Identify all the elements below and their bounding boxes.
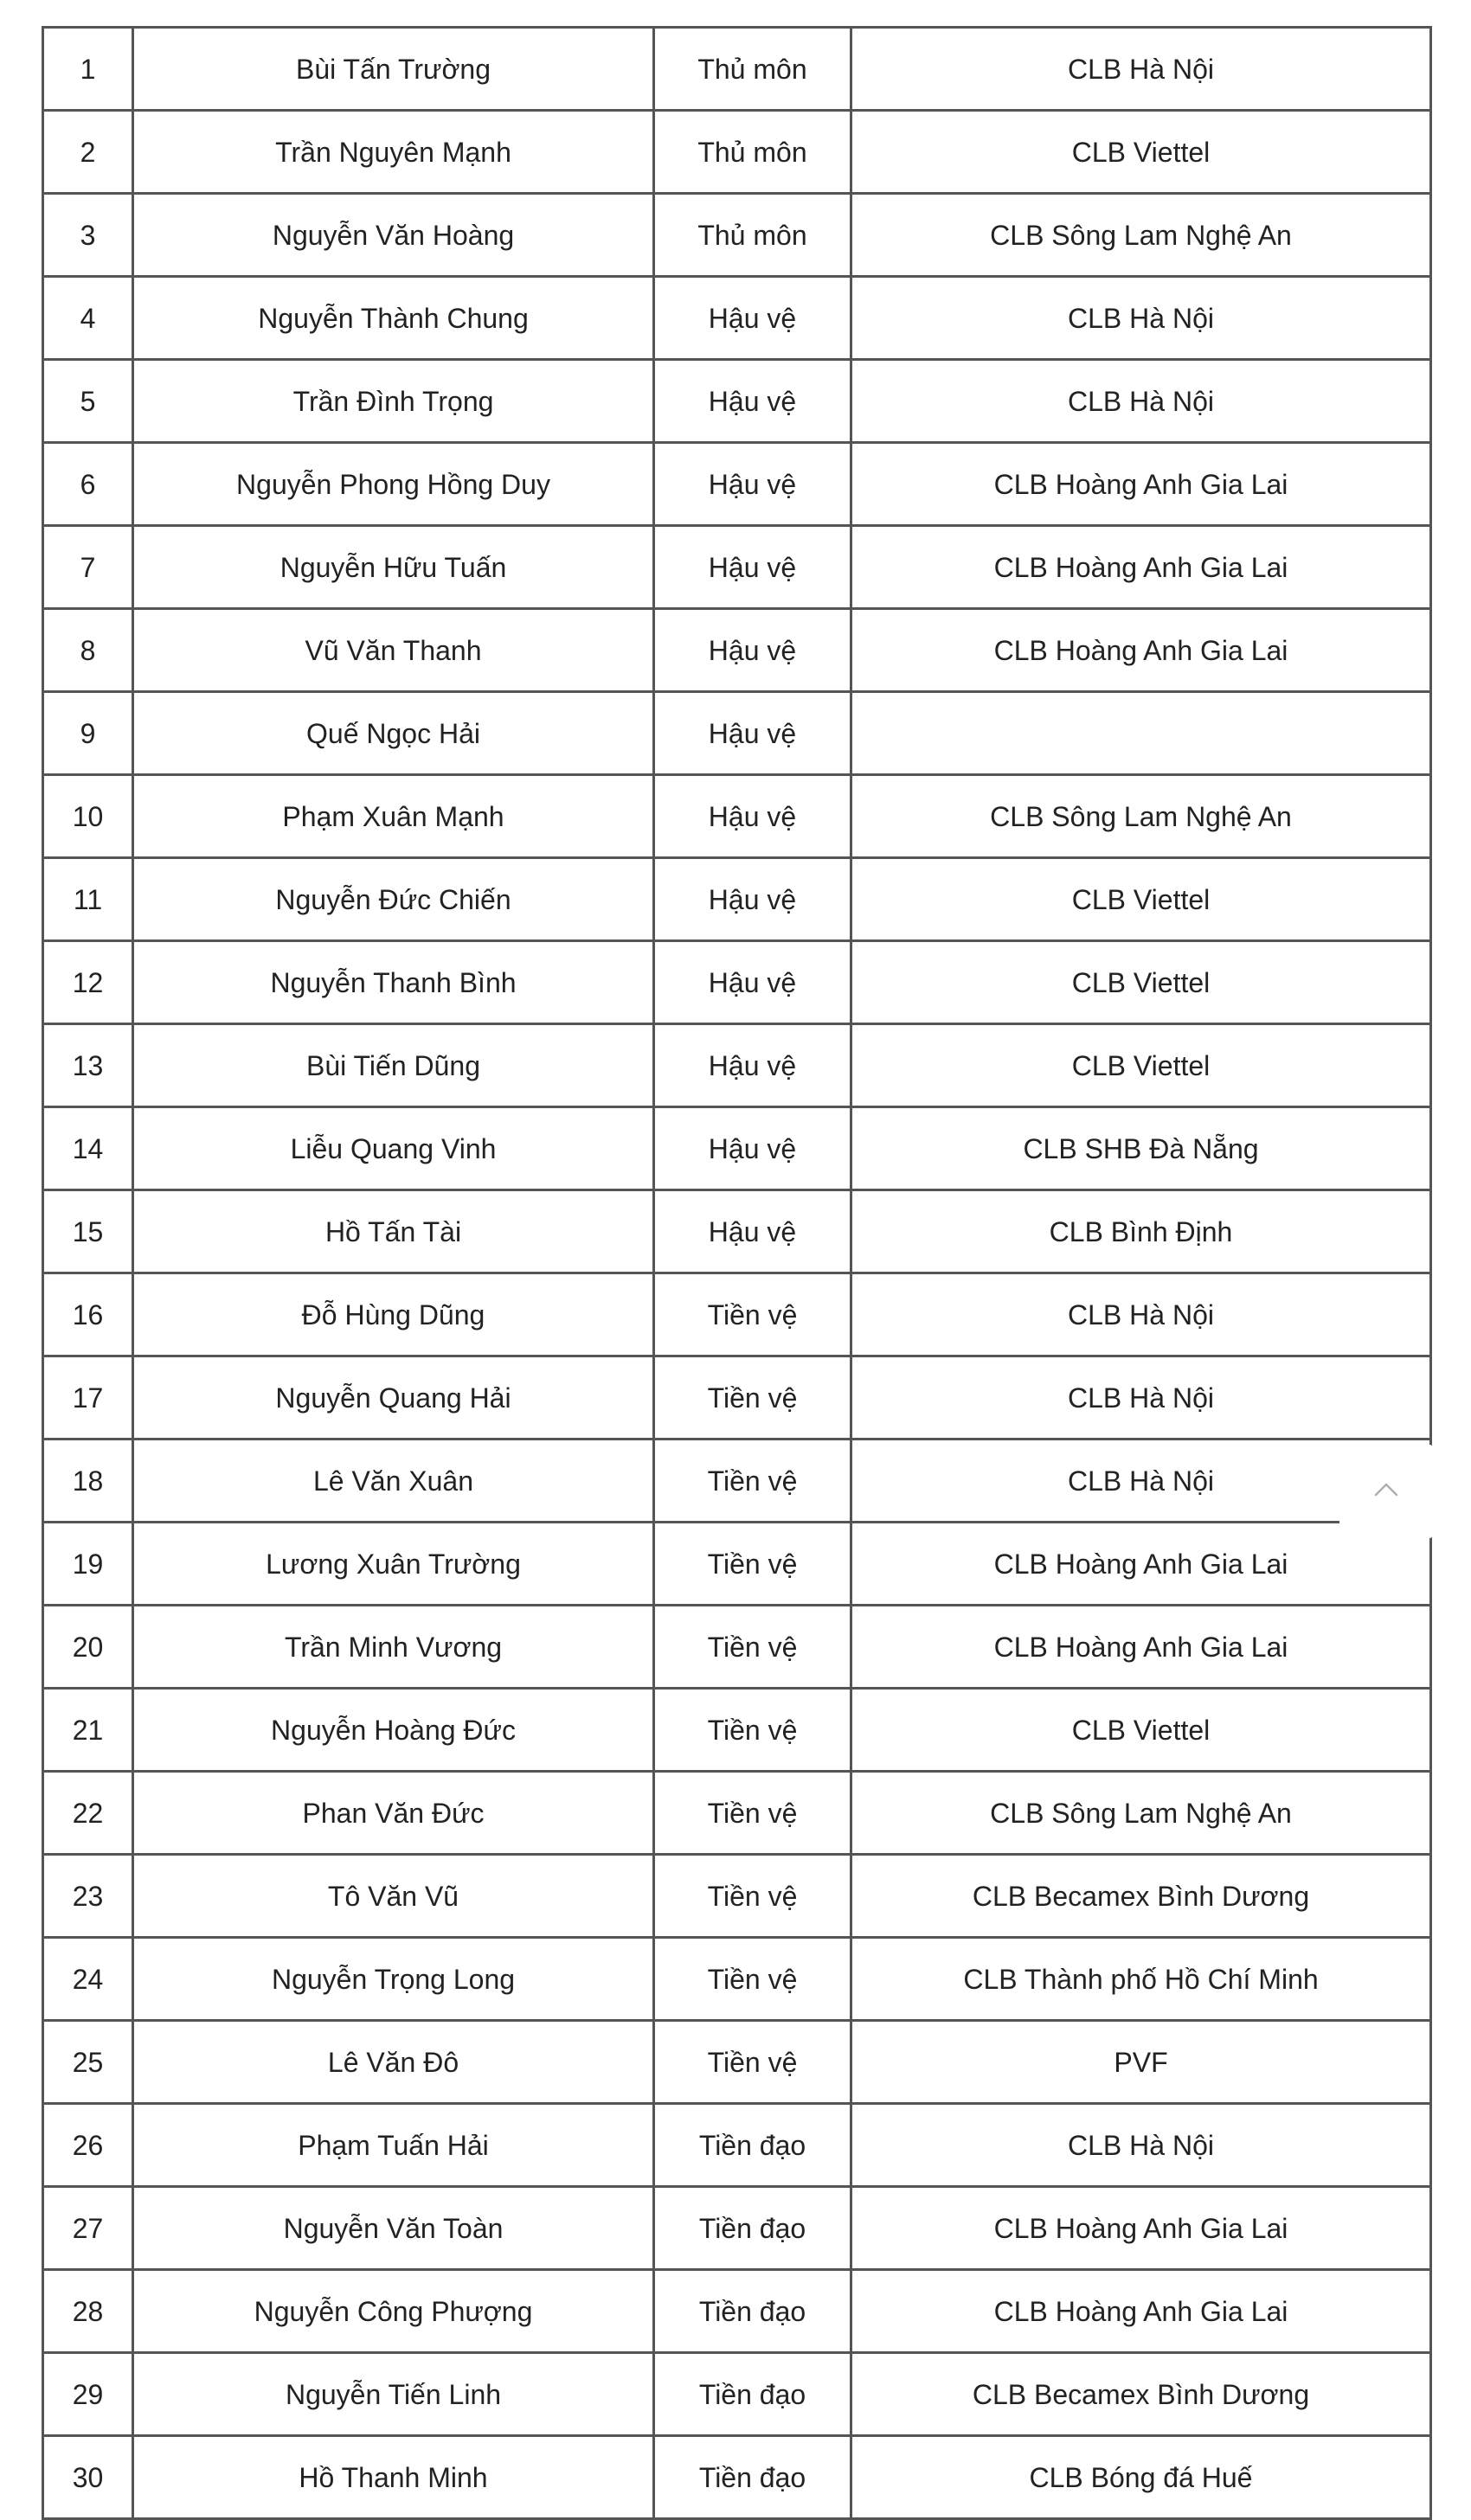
player-number-cell: 9: [43, 692, 133, 775]
player-position-cell: Hậu vệ: [654, 858, 851, 941]
player-number-cell: 28: [43, 2270, 133, 2353]
player-club-cell: CLB Viettel: [851, 1024, 1431, 1107]
table-row: [43, 1107, 1431, 1190]
player-club-cell: CLB Hoàng Anh Gia Lai: [851, 2187, 1431, 2270]
roster-body: [43, 28, 1431, 2519]
player-position-cell: Hậu vệ: [654, 526, 851, 609]
player-name-cell: Lương Xuân Trường: [133, 1523, 654, 1606]
player-name-cell: Nguyễn Thành Chung: [133, 277, 654, 360]
player-position-cell: Tiền vệ: [654, 1356, 851, 1440]
table-row: [43, 1024, 1431, 1107]
player-number-cell: 16: [43, 1273, 133, 1356]
player-number-cell: 21: [43, 1689, 133, 1772]
player-name-cell: Hồ Tấn Tài: [133, 1190, 654, 1273]
player-club-cell: CLB Hà Nội: [851, 28, 1431, 111]
player-club-cell: CLB Hà Nội: [851, 1273, 1431, 1356]
player-number-cell: 22: [43, 1772, 133, 1855]
scroll-to-top-button[interactable]: [1339, 1445, 1433, 1538]
player-name-cell: Nguyễn Phong Hồng Duy: [133, 443, 654, 526]
player-position-cell: Hậu vệ: [654, 941, 851, 1024]
player-position-cell: Hậu vệ: [654, 277, 851, 360]
player-number-cell: 30: [43, 2436, 133, 2519]
player-number-cell: 12: [43, 941, 133, 1024]
player-name-cell: Nguyễn Trọng Long: [133, 1938, 654, 2021]
table-row: [43, 111, 1431, 194]
player-position-cell: Tiền vệ: [654, 1938, 851, 2021]
player-name-cell: Phan Văn Đức: [133, 1772, 654, 1855]
player-position-cell: Tiền vệ: [654, 1606, 851, 1689]
player-number-cell: 14: [43, 1107, 133, 1190]
table-row: [43, 609, 1431, 692]
player-position-cell: Thủ môn: [654, 111, 851, 194]
player-position-cell: Hậu vệ: [654, 692, 851, 775]
player-number-cell: 2: [43, 111, 133, 194]
player-name-cell: Vũ Văn Thanh: [133, 609, 654, 692]
player-number-cell: 29: [43, 2353, 133, 2436]
player-name-cell: Hồ Thanh Minh: [133, 2436, 654, 2519]
table-row: [43, 1190, 1431, 1273]
table-row: [43, 692, 1431, 775]
player-club-cell: CLB Hà Nội: [851, 1440, 1431, 1523]
table-row: [43, 2187, 1431, 2270]
player-number-cell: 1: [43, 28, 133, 111]
table-row: [43, 1356, 1431, 1440]
player-position-cell: Tiền vệ: [654, 1772, 851, 1855]
player-club-cell: CLB Sông Lam Nghệ An: [851, 194, 1431, 277]
table-row: [43, 2353, 1431, 2436]
player-position-cell: Hậu vệ: [654, 775, 851, 858]
player-number-cell: 11: [43, 858, 133, 941]
player-number-cell: 25: [43, 2021, 133, 2104]
player-club-cell: CLB Hà Nội: [851, 2104, 1431, 2187]
player-name-cell: Nguyễn Văn Hoàng: [133, 194, 654, 277]
table-row: [43, 1938, 1431, 2021]
player-number-cell: 7: [43, 526, 133, 609]
table-row: [43, 277, 1431, 360]
player-name-cell: Trần Đình Trọng: [133, 360, 654, 443]
player-club-cell: CLB Viettel: [851, 111, 1431, 194]
player-position-cell: Tiền đạo: [654, 2353, 851, 2436]
player-position-cell: Tiền đạo: [654, 2270, 851, 2353]
player-club-cell: CLB Hoàng Anh Gia Lai: [851, 609, 1431, 692]
player-position-cell: Thủ môn: [654, 28, 851, 111]
player-club-cell: CLB Hoàng Anh Gia Lai: [851, 1606, 1431, 1689]
player-position-cell: Tiền đạo: [654, 2436, 851, 2519]
player-number-cell: 10: [43, 775, 133, 858]
player-number-cell: 5: [43, 360, 133, 443]
player-club-cell: CLB Thành phố Hồ Chí Minh: [851, 1938, 1431, 2021]
player-position-cell: Tiền vệ: [654, 1689, 851, 1772]
table-row: [43, 360, 1431, 443]
table-row: [43, 1772, 1431, 1855]
table-row: [43, 1273, 1431, 1356]
table-row: [43, 775, 1431, 858]
player-name-cell: Nguyễn Đức Chiến: [133, 858, 654, 941]
player-name-cell: Nguyễn Văn Toàn: [133, 2187, 654, 2270]
player-club-cell: CLB Becamex Bình Dương: [851, 2353, 1431, 2436]
player-number-cell: 6: [43, 443, 133, 526]
player-name-cell: Nguyễn Hoàng Đức: [133, 1689, 654, 1772]
player-name-cell: Nguyễn Công Phượng: [133, 2270, 654, 2353]
table-row: [43, 28, 1431, 111]
table-row: [43, 194, 1431, 277]
player-club-cell: CLB Hoàng Anh Gia Lai: [851, 443, 1431, 526]
player-club-cell: CLB Hoàng Anh Gia Lai: [851, 2270, 1431, 2353]
player-position-cell: Tiền đạo: [654, 2187, 851, 2270]
player-number-cell: 20: [43, 1606, 133, 1689]
table-row: [43, 1440, 1431, 1523]
player-club-cell: CLB Hoàng Anh Gia Lai: [851, 526, 1431, 609]
table-row: [43, 1689, 1431, 1772]
player-position-cell: Hậu vệ: [654, 609, 851, 692]
table-row: [43, 2436, 1431, 2519]
player-position-cell: Tiền vệ: [654, 1273, 851, 1356]
player-name-cell: Lê Văn Đô: [133, 2021, 654, 2104]
player-club-cell: CLB Viettel: [851, 1689, 1431, 1772]
table-row: [43, 941, 1431, 1024]
player-name-cell: Liễu Quang Vinh: [133, 1107, 654, 1190]
player-club-cell: CLB Viettel: [851, 858, 1431, 941]
player-name-cell: Nguyễn Quang Hải: [133, 1356, 654, 1440]
player-position-cell: Hậu vệ: [654, 360, 851, 443]
player-club-cell: CLB Hoàng Anh Gia Lai: [851, 1523, 1431, 1606]
player-number-cell: 26: [43, 2104, 133, 2187]
player-name-cell: Phạm Tuấn Hải: [133, 2104, 654, 2187]
table-row: [43, 1523, 1431, 1606]
player-position-cell: Hậu vệ: [654, 1190, 851, 1273]
player-club-cell: CLB SHB Đà Nẵng: [851, 1107, 1431, 1190]
player-name-cell: Quế Ngọc Hải: [133, 692, 654, 775]
player-number-cell: 27: [43, 2187, 133, 2270]
player-number-cell: 8: [43, 609, 133, 692]
player-position-cell: Tiền đạo: [654, 2104, 851, 2187]
player-club-cell: [851, 692, 1431, 775]
table-row: [43, 2021, 1431, 2104]
player-number-cell: 24: [43, 1938, 133, 2021]
player-position-cell: Tiền vệ: [654, 2021, 851, 2104]
player-number-cell: 13: [43, 1024, 133, 1107]
player-name-cell: Phạm Xuân Mạnh: [133, 775, 654, 858]
player-position-cell: Hậu vệ: [654, 1107, 851, 1190]
player-position-cell: Hậu vệ: [654, 1024, 851, 1107]
player-name-cell: Tô Văn Vũ: [133, 1855, 654, 1938]
player-club-cell: PVF: [851, 2021, 1431, 2104]
table-row: [43, 1855, 1431, 1938]
player-club-cell: CLB Bóng đá Huế: [851, 2436, 1431, 2519]
player-number-cell: 23: [43, 1855, 133, 1938]
player-number-cell: 17: [43, 1356, 133, 1440]
table-row: [43, 526, 1431, 609]
player-name-cell: Trần Nguyên Mạnh: [133, 111, 654, 194]
player-club-cell: CLB Viettel: [851, 941, 1431, 1024]
player-number-cell: 3: [43, 194, 133, 277]
player-name-cell: Bùi Tiến Dũng: [133, 1024, 654, 1107]
player-name-cell: Nguyễn Hữu Tuấn: [133, 526, 654, 609]
player-name-cell: Bùi Tấn Trường: [133, 28, 654, 111]
table-row: [43, 2104, 1431, 2187]
player-position-cell: Thủ môn: [654, 194, 851, 277]
player-club-cell: CLB Bình Định: [851, 1190, 1431, 1273]
player-club-cell: CLB Hà Nội: [851, 277, 1431, 360]
table-row: [43, 2270, 1431, 2353]
player-club-cell: CLB Hà Nội: [851, 360, 1431, 443]
player-club-cell: CLB Becamex Bình Dương: [851, 1855, 1431, 1938]
player-number-cell: 4: [43, 277, 133, 360]
player-position-cell: Hậu vệ: [654, 443, 851, 526]
chevron-up-icon: [1369, 1472, 1404, 1511]
player-name-cell: Nguyễn Tiến Linh: [133, 2353, 654, 2436]
player-number-cell: 15: [43, 1190, 133, 1273]
table-row: [43, 858, 1431, 941]
player-number-cell: 18: [43, 1440, 133, 1523]
player-position-cell: Tiền vệ: [654, 1855, 851, 1938]
player-position-cell: Tiền vệ: [654, 1440, 851, 1523]
player-position-cell: Tiền vệ: [654, 1523, 851, 1606]
table-row: [43, 443, 1431, 526]
player-name-cell: Lê Văn Xuân: [133, 1440, 654, 1523]
player-club-cell: CLB Hà Nội: [851, 1356, 1431, 1440]
player-name-cell: Trần Minh Vương: [133, 1606, 654, 1689]
player-club-cell: CLB Sông Lam Nghệ An: [851, 1772, 1431, 1855]
table-row: [43, 1606, 1431, 1689]
player-club-cell: CLB Sông Lam Nghệ An: [851, 775, 1431, 858]
player-name-cell: Nguyễn Thanh Bình: [133, 941, 654, 1024]
player-number-cell: 19: [43, 1523, 133, 1606]
player-roster-table: [42, 26, 1432, 2520]
player-name-cell: Đỗ Hùng Dũng: [133, 1273, 654, 1356]
